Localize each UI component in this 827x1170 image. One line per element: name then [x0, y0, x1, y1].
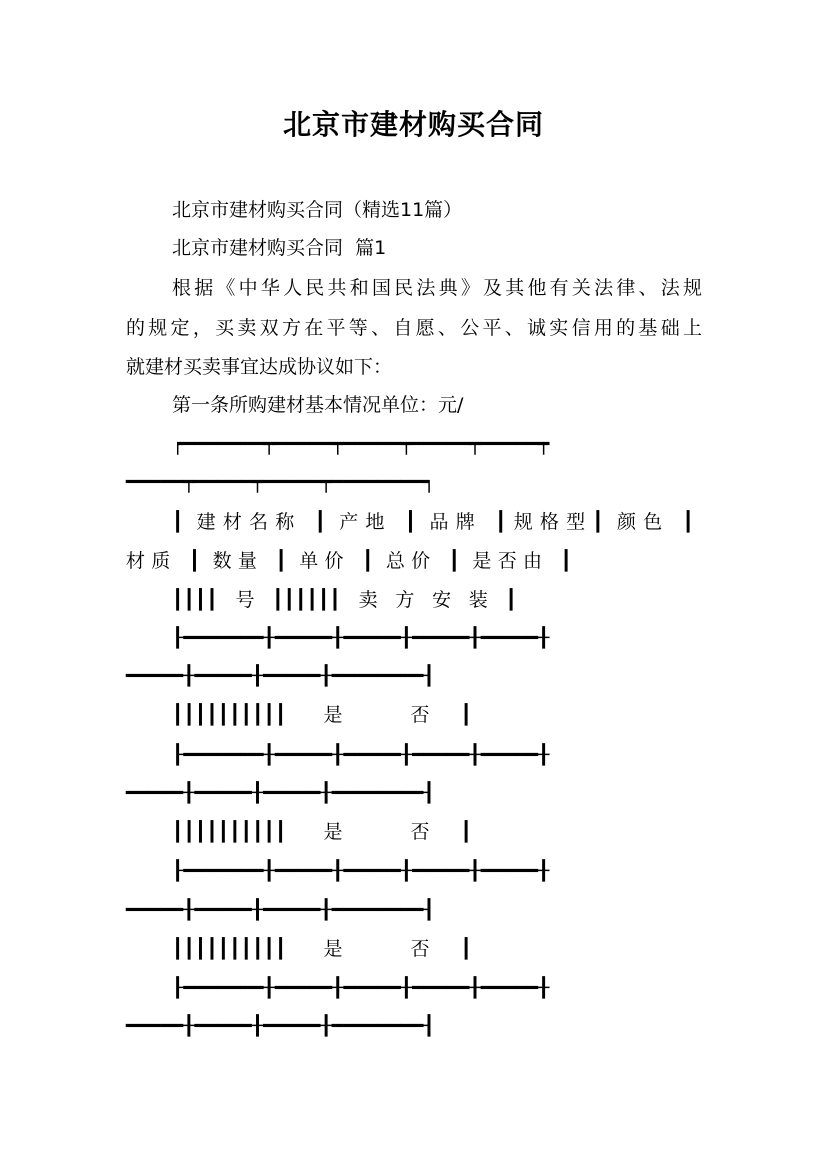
table-border-line: ━━━━━╂━━━━━╂━━━━━╂━━━━━━━━┨ — [126, 1015, 435, 1037]
table-border-line: ┠━━━━━━━╂━━━━━╂━━━━━╂━━━━━╂━━━━━╂ — [172, 860, 550, 882]
table-header-row: ┃┃┃┃号┃┃┃┃┃┃卖方安装┃ — [172, 589, 517, 611]
subtitle-line: 北京市建材购买合同（精选11篇） — [172, 199, 463, 221]
table-border-line: ━━━━━╂━━━━━╂━━━━━╂━━━━━━━━┨ — [126, 665, 435, 687]
article-heading: 第一条所购建材基本情况单位：元/ — [172, 394, 464, 416]
table-row: ┃┃┃┃┃┃┃┃┃┃ 是 否┃ — [172, 938, 472, 960]
table-row: ┃┃┃┃┃┃┃┃┃┃ 是 否┃ — [172, 821, 472, 843]
table-border-line: ━━━━━╂━━━━━╂━━━━━╂━━━━━━━━┨ — [126, 782, 435, 804]
paragraph-line: 的规定，买卖双方在平等、自愿、公平、诚实信用的基础上 — [126, 317, 702, 339]
document-title: 北京市建材购买合同 — [282, 108, 544, 141]
paragraph-line: 根据《中华人民共和国民法典》及其他有关法律、法规 — [172, 277, 702, 299]
table-border-line: ━━━━━╂━━━━━╂━━━━━╂━━━━━━━━┨ — [126, 899, 435, 921]
table-header-row: ┃ 建材名称 ┃ 产地 ┃ 品牌 ┃规格型┃ 颜色 ┃ — [172, 511, 694, 533]
table-border-line: ━━━━━┯━━━━━┯━━━━━┯━━━━━━━━┑ — [126, 471, 435, 493]
table-header-row: 材质 ┃ 数量 ┃ 单价 ┃ 总价 ┃ 是否由 ┃ — [126, 550, 572, 572]
table-border-line: ┍━━━━━━━┯━━━━━┯━━━━━┯━━━━━┯━━━━━┯ — [172, 433, 550, 455]
table-border-line: ┠━━━━━━━╂━━━━━╂━━━━━╂━━━━━╂━━━━━╂ — [172, 627, 550, 649]
table-border-line: ┠━━━━━━━╂━━━━━╂━━━━━╂━━━━━╂━━━━━╂ — [172, 744, 550, 766]
table-row: ┃┃┃┃┃┃┃┃┃┃ 是 否┃ — [172, 704, 472, 726]
section-heading: 北京市建材购买合同 篇1 — [172, 237, 387, 259]
table-border-line: ┠━━━━━━━╂━━━━━╂━━━━━╂━━━━━╂━━━━━╂ — [172, 977, 550, 999]
paragraph-line: 就建材买卖事宜达成协议如下： — [126, 356, 393, 378]
